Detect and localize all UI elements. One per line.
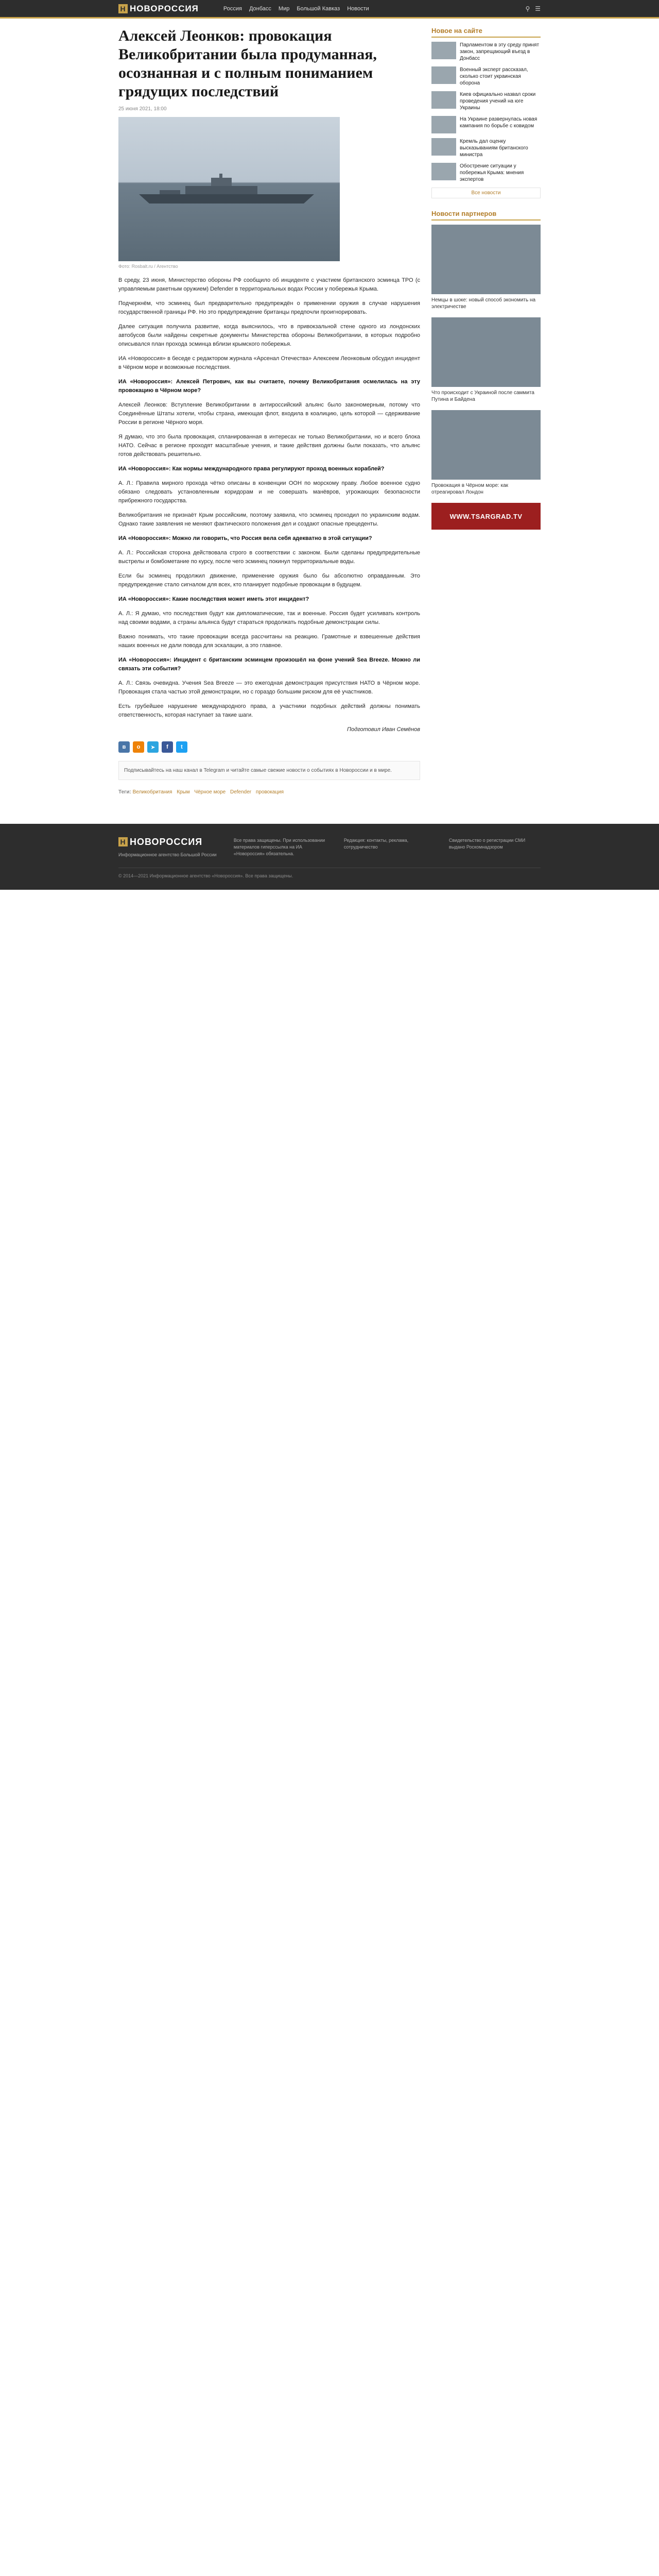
top-bar	[0, 0, 659, 19]
tag-link[interactable]: Великобритания	[132, 789, 172, 795]
logo-text: НОВОРОССИЯ	[130, 3, 199, 13]
interview-question: ИА «Новороссия»: Можно ли говорить, что Россия вела себя адекватно в этой ситуации?	[118, 535, 372, 541]
article-paragraph: А. Л.: Я думаю, что последствия будут как дипломатические, так и военные. Россия будет усиливать контроль над своими водами, а страны альянса будут стараться продолжать подобные демонстрации силы.	[118, 611, 420, 625]
article-paragraph: Если бы эсминец продолжил движение, применение оружия было бы абсолютно оправданным. Это предупреждение стало сигналом для всех, кто планирует подобные провокации в будущем.	[118, 573, 420, 588]
article-paragraph: В среду, 23 июня, Министерство обороны РФ сообщило об инциденте с участием британского эсминца ТРО (с управляемым ракетным оружием) Defender в территориальных водах России у побережья Крыма.	[118, 277, 420, 292]
news-item[interactable]	[431, 91, 541, 111]
article-paragraph: ИА «Новороссия» в беседе с редактором журнала «Арсенал Отечества» Алексеем Леонковым обсудил инцидент в Чёрном море и возможные последствия.	[118, 355, 420, 370]
subscribe-box: Подписывайтесь на наш канал в Telegram и читайте самые свежие новости о событиях в Новороссии и в мире.	[118, 761, 420, 780]
news-headline: Военный эксперт рассказал, сколько стоит украинская оборона	[460, 67, 528, 86]
footer-brand	[118, 837, 220, 858]
nav-item[interactable]: Большой Кавказ	[297, 5, 340, 12]
news-item[interactable]	[431, 42, 541, 62]
vk-icon[interactable]: в	[118, 741, 130, 753]
news-thumbnail	[431, 91, 456, 109]
tag-link[interactable]: Чёрное море	[194, 789, 226, 795]
news-thumbnail	[431, 42, 456, 59]
article-paragraph: Я думаю, что это была провокация, спланированная в интересах не только Великобритании, но и всего блока НАТО. Сейчас в регионе проходят масштабные учения, и такие действия должны были показать, что альянс готов действовать решительно.	[118, 434, 420, 457]
search-icon[interactable]: ⚲	[525, 5, 530, 12]
news-headline: Киев официально назвал сроки проведения учений на юге Украины	[460, 92, 536, 111]
all-news-link[interactable]: Все новости	[431, 188, 541, 198]
article-tags	[118, 789, 420, 795]
article-paragraph: А. Л.: Связь очевидна. Учения Sea Breeze — это ежегодная демонстрация присутствия НАТО в Чёрном море. Провокация стала частью этой демонстрации, но с гораздо большим риском для её участников.	[118, 680, 420, 695]
news-thumbnail	[431, 138, 456, 156]
news-headline: Обострение ситуации у побережья Крыма: мнения экспертов	[460, 163, 524, 182]
news-item[interactable]	[431, 138, 541, 158]
header-icons	[525, 5, 541, 12]
footer-logo[interactable]	[118, 837, 220, 846]
footer-col: Свидетельство о регистрации СМИ выдано Роскомнадзором	[448, 838, 526, 850]
menu-icon[interactable]: ☰	[535, 5, 541, 12]
news-thumbnail	[431, 116, 456, 133]
interviewer-note	[118, 725, 420, 734]
news-thumbnail	[431, 163, 456, 180]
tag-link[interactable]: Defender	[230, 789, 252, 795]
article-paragraph: Есть грубейшее нарушение международного права, а участники подобных действий должны понимать ответственность, которая наступает за такие шаги.	[118, 703, 420, 718]
article-paragraph: Далее ситуация получила развитие, когда выяснилось, что в привокзальной стене одного из лондонских автобусов были найдены секретные документы Министерства обороны Великобритании, в которых подробно описывался план прохода эсминца вблизи крымского побережья.	[118, 324, 420, 347]
telegram-icon[interactable]: ➤	[147, 741, 159, 753]
nav-item[interactable]: Россия	[223, 5, 242, 12]
partner-headline[interactable]: Провокация в Чёрном море: как отреагировал Лондон	[431, 483, 508, 495]
share-buttons	[118, 741, 420, 753]
article-meta	[118, 106, 420, 112]
interviewer: Подготовил Иван Семёнов	[347, 726, 420, 733]
warship-illustration	[139, 174, 314, 205]
news-item[interactable]	[431, 66, 541, 87]
site-logo[interactable]	[118, 4, 199, 14]
footer-col[interactable]: Редакция: контакты, реклама, сотрудничество	[343, 838, 409, 850]
main-nav	[223, 6, 369, 12]
partner-image[interactable]	[431, 410, 541, 480]
partner-headline[interactable]: Немцы в шоке: новый способ экономить на электричестве	[431, 297, 536, 310]
tag-link[interactable]: провокация	[255, 789, 284, 795]
twitter-icon[interactable]: t	[176, 741, 187, 753]
partners-section-title: Новости партнеров	[431, 210, 541, 221]
footer-logo-text: НОВОРОССИЯ	[130, 836, 203, 847]
article-paragraph: А. Л.: Правила мирного прохода чётко описаны в конвенции ООН по морскому праву. Любое военное судно обязано следовать установленным коридорам и не совершать манёвров, угрожающих безопасности прибрежного государства.	[118, 480, 420, 504]
image-caption: Фото: Rosbalt.ru / Агентство	[118, 264, 178, 269]
news-headline: Парламентом в эту среду принят закон, запрещающий въезд в Донбасс	[460, 42, 540, 61]
footer-tagline: Информационное агентство Большой России	[118, 852, 217, 857]
article-date: 25 июня 2021, 18:00	[118, 106, 167, 112]
article-paragraph: Подчеркнём, что эсминец был предварительно предупреждён о применении оружия в случае нарушения государственной границы РФ. Но это предупреждение британцы предпочли проигнорировать.	[118, 300, 420, 315]
tag-link[interactable]: Крым	[177, 789, 190, 795]
article-title: Алексей Леонков: провокация Великобритании была продуманная, осознанная и с полным пониманием грядущих последствий	[118, 27, 377, 100]
interview-question: ИА «Новороссия»: Какие последствия может иметь этот инцидент?	[118, 596, 309, 602]
nav-item[interactable]: Донбасс	[249, 5, 271, 12]
ok-icon[interactable]: о	[133, 741, 144, 753]
tags-label: Теги:	[118, 789, 131, 795]
page-wrapper	[118, 19, 541, 808]
article-paragraph: Алексей Леонков: Вступление Великобритании в антироссийский альянс было закономерным, потому что Соединённые Штаты хотели, чтобы страна, имеющая флот, входила в коалицию, цель которой — сдерживание России в регионе Чёрного моря.	[118, 402, 420, 426]
news-thumbnail	[431, 66, 456, 84]
partner-image[interactable]	[431, 225, 541, 294]
logo-mark: Н	[118, 4, 128, 13]
interview-question: ИА «Новороссия»: Алексей Петрович, как вы считаете, почему Великобритания осмелилась на эту провокацию в Чёрном море?	[118, 379, 420, 394]
news-section-title: Новое на сайте	[431, 27, 541, 38]
article-body	[118, 276, 420, 720]
partner-headline[interactable]: Что происходит с Украиной после саммита Путина и Байдена	[431, 390, 534, 402]
interview-question: ИА «Новороссия»: Инцидент с британским эсминцем произошёл на фоне учений Sea Breeze. Можно ли связать эти события?	[118, 657, 420, 672]
footer-copyright: © 2014—2021 Информационное агентство «Новороссия». Все права защищены.	[118, 868, 541, 878]
news-headline: Кремль дал оценку высказываниям британского министра	[460, 139, 528, 158]
news-item[interactable]	[431, 163, 541, 183]
news-headline: На Украине развернулась новая кампания по борьбе с ковидом	[460, 116, 537, 129]
footer-logo-mark: Н	[118, 837, 128, 846]
nav-item[interactable]: Новости	[347, 5, 369, 12]
article-hero-image	[118, 117, 340, 261]
partner-image[interactable]	[431, 317, 541, 387]
promo-banner[interactable]: WWW.TSARGRAD.TV	[431, 503, 541, 530]
footer-col: Все права защищены. При использовании материалов гиперссылка на ИА «Новороссия» обязательна.	[233, 838, 325, 856]
interview-question: ИА «Новороссия»: Как нормы международного права регулируют проход военных кораблей?	[118, 466, 385, 472]
article-paragraph: Великобритания не признаёт Крым российским, поэтому заявила, что эсминец проходил по украинским водам. Однако такие заявления не меняют фактического положения дел и создают опасные прецеденты.	[118, 512, 420, 527]
facebook-icon[interactable]: f	[162, 741, 173, 753]
article	[118, 27, 420, 808]
sidebar	[431, 27, 541, 808]
news-list	[431, 42, 541, 183]
news-item[interactable]	[431, 116, 541, 133]
article-paragraph: Важно понимать, что такие провокации всегда рассчитаны на реакцию. Грамотные и взвешенные действия наших военных не дали повода для эскалации, а это главное.	[118, 634, 420, 649]
article-paragraph: А. Л.: Российская сторона действовала строго в соответствии с законом. Были сделаны предупредительные выстрелы и бомбометание по курсу, после чего эсминец покинул территориальные воды.	[118, 550, 420, 565]
partners-list	[431, 225, 541, 496]
footer	[0, 824, 659, 890]
nav-item[interactable]: Мир	[278, 5, 290, 12]
